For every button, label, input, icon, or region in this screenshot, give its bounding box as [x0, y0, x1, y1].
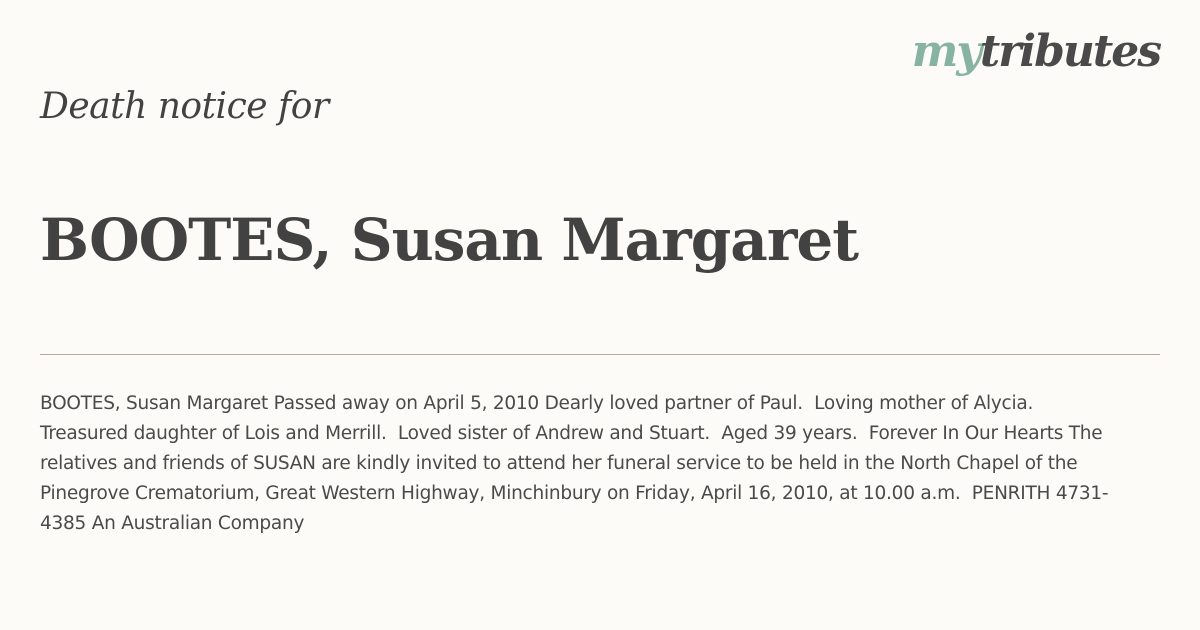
- section-divider: [40, 354, 1160, 355]
- notice-body: BOOTES, Susan Margaret Passed away on April 5, 2010 Dearly loved partner of Paul. Loving mother of Alycia. Treasured daughter of Lois and Merrill. Loved sister of Andrew and Stuart. Aged 39 years. Forever In Our Hearts The relatives and friends of SUSAN are kindly invited to attend her funeral service to be held in the North Chapel of the Pinegrove Crematorium, Great Western Highway, Minchinbury on Friday, April 16, 2010, at 10.00 a.m. PENRITH 4731-4385 An Australian Company: [40, 393, 1109, 534]
- mytributes-logo: [911, 26, 1160, 77]
- logo-prefix: my: [911, 26, 980, 77]
- notice-subtitle: Death notice for: [40, 86, 329, 127]
- logo-suffix: tributes: [979, 26, 1160, 77]
- deceased-name: BOOTES, Susan Margaret: [40, 206, 859, 274]
